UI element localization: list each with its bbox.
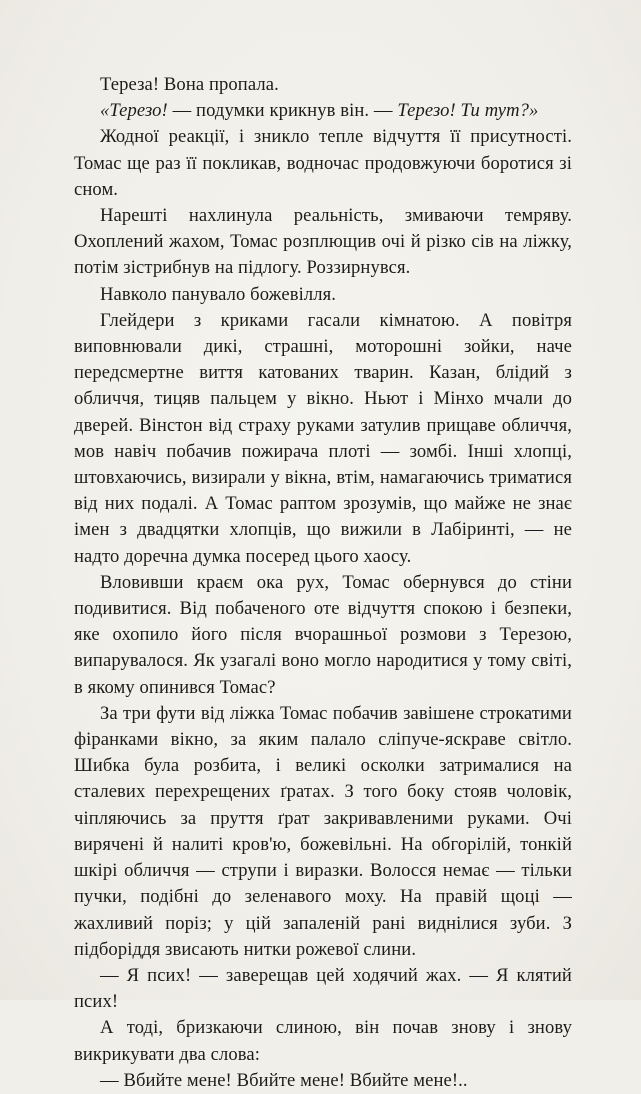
paragraph-8 (74, 701, 572, 963)
text-segment: Тереза! Вона пропала. (100, 74, 279, 95)
paragraph-3 (74, 124, 572, 203)
text-segment: Навколо панувало божевілля. (100, 283, 337, 305)
text-segment: Вловивши краєм ока рух, Томас обернувся до стіни подивитися. Від побаченого оте відчуття спокою і безпеки, яке охопило його після вчорашньої розмови з Терезою, випарувалося. Як узагалі воно могло народитися у тому світі, в якому опинився Томас? (74, 571, 572, 698)
paragraph-6 (74, 308, 572, 570)
text-segment: Глейдери з криками гасали кімнатою. А повітря виповнювали дикі, страшні, моторошні зойки, наче передсмертне виття катованих тварин. Казан, блідий з обличчя, тицяв пальцем у вікно. Ньют і Мінхо мчали до дверей. Вінстон від страху руками затулив прищаве обличчя, мов навіч побачив пожирача плоті — зомбі. Інші хлопці, штовхаючись, визирали у вікна, втім, намагаючись триматися від них подалі. А Томас раптом зрозумів, що майже не знає імен з двадцятки хлопців, що вижили в Лабіринті, — не надто доречна думка посеред цього хаосу. (74, 309, 572, 567)
text-segment: За три фути від ліжка Томас побачив завішене строкатими фіранками вікно, за яким палало сліпуче-яскраве світло. Шибка була розбита, і великі осколки затрималися на сталевих перехрещених ґратах. З того боку стояв чоловік, чіпляючись за пруття ґрат закривавленими руками. Очі вирячені й налиті кров'ю, божевільні. На обгорілій, тонкій шкірі обличчя — струпи і виразки. Волосся немає — тільки пучки, подібні до зеленавого моху. На правій щоці — жахливий поріз; у цій запаленій рані виднілися зуби. З підборіддя звисають нитки рожевої слини. (74, 702, 572, 960)
paragraph-1 (74, 72, 572, 98)
dialogue-line: — Вбийте мене! Вбийте мене! Вбийте мене!.. (100, 1069, 468, 1091)
body-text (74, 72, 572, 1094)
paragraph-10 (74, 1015, 572, 1067)
paragraph-11 (74, 1068, 572, 1094)
paragraph-9 (74, 963, 572, 1015)
text-segment: Нарешті нахлинула реальність, змиваючи темряву. Охоплений жахом, Томас розплющив очі й різко сів на ліжку, потім зістрибнув на підлогу. Роззирнувся. (74, 205, 572, 279)
dialogue-line: — Я псих! — заверещав цей ходячий жах. — Я клятий псих! (74, 964, 572, 1013)
paragraph-5 (74, 282, 572, 308)
paragraph-2 (74, 98, 572, 124)
italic-thought: «Терезо! (100, 100, 168, 122)
text-segment: А тоді, бризкаючи слиною, він почав знову і знову викрикувати два слова: (74, 1017, 572, 1065)
paragraph-7 (74, 570, 572, 701)
italic-thought: Терезо! Ти тут?» (397, 100, 539, 122)
text-segment: — подумки крикнув він. — (167, 100, 398, 122)
text-segment: Жодної реакції, і зникло тепле відчуття її присутності. Томас ще раз її покликав, водночас продовжуючи боротися зі сном. (74, 126, 572, 200)
paragraph-4 (74, 203, 572, 282)
